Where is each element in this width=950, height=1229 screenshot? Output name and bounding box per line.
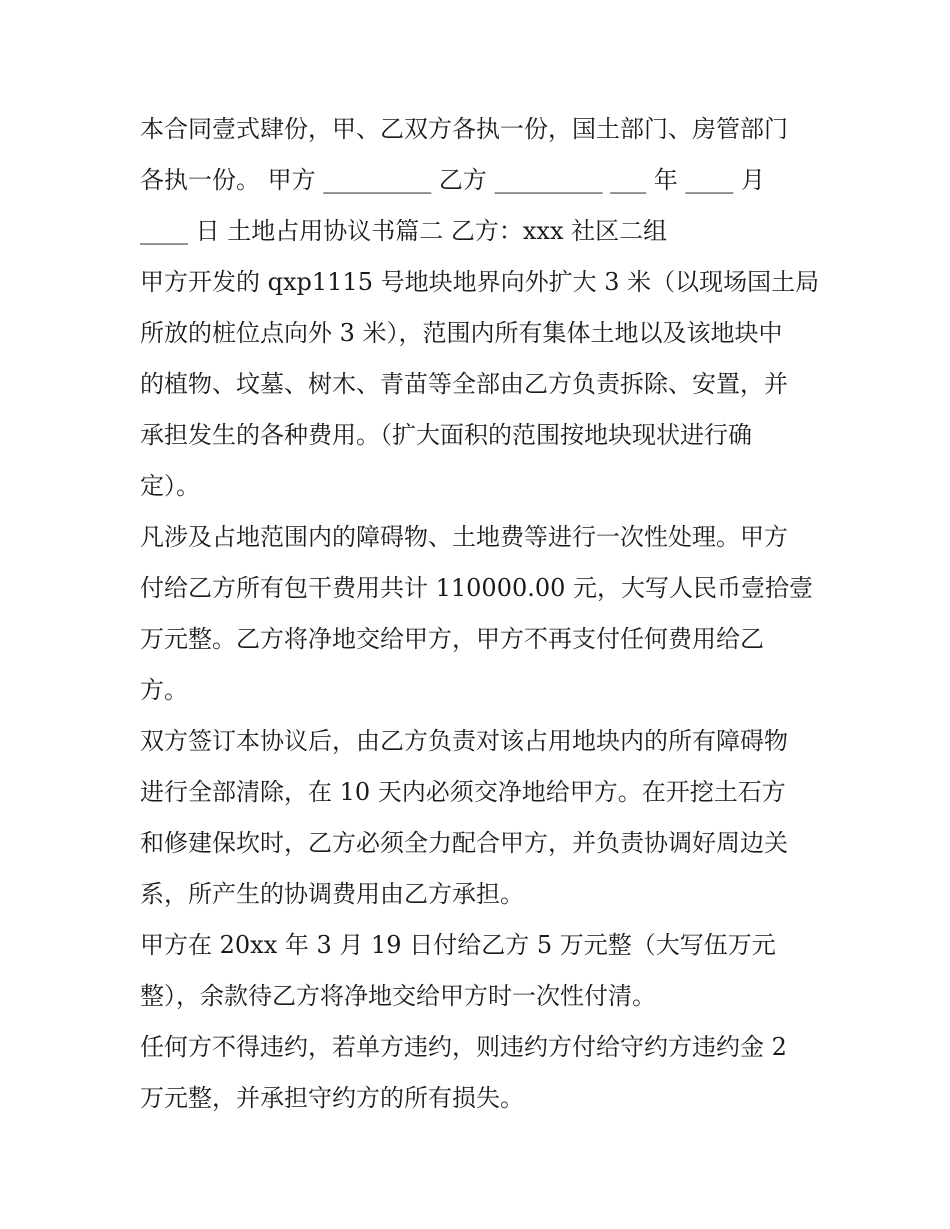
text-line: 方。: [140, 676, 188, 704]
text-line: 所放的桩位点向外 3 米），范围内所有集体土地以及该地块中: [140, 319, 783, 347]
text-line: 万元整，并承担守约方的所有损失。: [140, 1084, 524, 1112]
text-line: 定）。: [140, 472, 200, 500]
text-line: 整），余款待乙方将净地交给甲方时一次性付清。: [140, 982, 656, 1010]
text-line: 系，所产生的协调费用由乙方承担。: [140, 880, 524, 908]
text-line: 任何方不得违约，若单方违约，则违约方付给守约方违约金 2: [140, 1033, 787, 1061]
text-line: 和修建保坎时，乙方必须全力配合甲方，并负责协调好周边关: [140, 829, 788, 857]
text-line: 甲方开发的 qxp1115 号地块地界向外扩大 3 米（以现场国土局: [140, 268, 820, 296]
text-line: 付给乙方所有包干费用共计 110000.00 元，大写人民币壹拾壹: [140, 574, 814, 602]
text-line: 进行全部清除，在 10 天内必须交净地给甲方。在开挖土石方: [140, 778, 786, 806]
text-line: 各执一份。 甲方 _________ 乙方 _________ ___ 年 ____ 月: [140, 166, 766, 194]
text-line: 甲方在 20xx 年 3 月 19 日付给乙方 5 万元整（大写伍万元: [140, 931, 776, 959]
text-line: 双方签订本协议后，由乙方负责对该占用地块内的所有障碍物: [140, 727, 788, 755]
text-line: 本合同壹式肆份，甲、乙双方各执一份，国土部门、房管部门: [140, 115, 788, 143]
text-line: 凡涉及占地范围内的障碍物、土地费等进行一次性处理。甲方: [140, 523, 788, 551]
document-body: [140, 104, 830, 1124]
text-line: 万元整。乙方将净地交给甲方，甲方不再支付任何费用给乙: [140, 625, 764, 653]
text-line: ____ 日 土地占用协议书篇二 乙方：xxx 社区二组: [140, 217, 668, 245]
text-line: 承担发生的各种费用。（扩大面积的范围按地块现状进行确: [140, 421, 752, 449]
text-line: 的植物、坟墓、树木、青苗等全部由乙方负责拆除、安置，并: [140, 370, 788, 398]
